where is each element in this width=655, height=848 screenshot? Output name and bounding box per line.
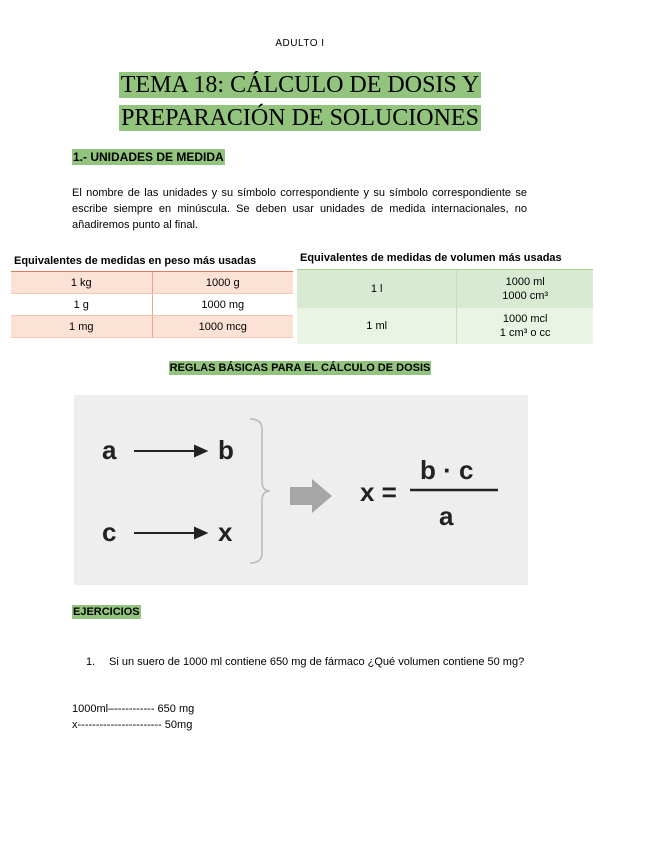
term-c: c: [102, 517, 117, 547]
calculation-line-2: x----------------------- 50mg: [72, 719, 193, 731]
right-arrow-icon: [290, 479, 332, 513]
table-row: [297, 308, 593, 344]
weight-equivalents-table: [11, 251, 293, 338]
volume-table-caption: Equivalentes de medidas de volumen más usadas: [297, 247, 593, 270]
units-paragraph: El nombre de las unidades y su símbolo correspondiente y su símbolo correspondiente se escribe siempre en minúscula. Se deben usar unidades de medida internacionales, no añadiremos punto al final.: [72, 187, 527, 231]
cell-line: 1000 cm³: [502, 290, 549, 302]
table-cell: [457, 270, 593, 309]
cell-line: 1000 ml: [505, 276, 545, 288]
cell-line: 1000 mcl: [502, 313, 548, 325]
brace-shape: [250, 419, 270, 563]
result-x-equals: x =: [360, 477, 397, 507]
table-cell: 1 l: [297, 270, 457, 309]
exercise-question-1: [86, 654, 531, 670]
table-cell: 1000 mg: [152, 294, 293, 316]
arrow-head-bottom: [195, 528, 206, 538]
formula-denominator: a: [439, 501, 454, 531]
rule-of-three-svg: [74, 395, 528, 585]
table-row: [11, 316, 293, 338]
page-header: ADULTO I: [275, 38, 325, 49]
table-row: [297, 270, 593, 309]
table-row: [11, 294, 293, 316]
section-heading-units: 1.- UNIDADES DE MEDIDA: [73, 150, 224, 164]
page-title-line-1: TEMA 18: CÁLCULO DE DOSIS Y: [120, 72, 480, 98]
page-title-line-2: PREPARACIÓN DE SOLUCIONES: [121, 105, 479, 131]
calculation-line-1: 1000ml–----------- 650 mg: [72, 703, 195, 715]
cell-line: 1 cm³ o cc: [499, 327, 551, 339]
term-b: b: [218, 435, 234, 465]
table-cell: 1000 g: [152, 272, 293, 294]
table-cell: 1 ml: [297, 308, 457, 344]
section-heading-exercises: EJERCICIOS: [73, 606, 140, 618]
question-text: Si un suero de 1000 ml contiene 650 mg de fármaco ¿Qué volumen contiene 50 mg?: [109, 656, 525, 668]
formula-numerator: b · c: [420, 455, 474, 485]
volume-equivalents-table: [297, 247, 593, 344]
term-a: a: [102, 435, 117, 465]
rule-of-three-diagram: [74, 395, 528, 585]
section-heading-rules: REGLAS BÁSICAS PARA EL CÁLCULO DE DOSIS: [169, 362, 431, 374]
weight-table-caption: Equivalentes de medidas en peso más usadas: [11, 251, 293, 272]
arrow-head-top: [195, 446, 206, 456]
table-cell: 1000 mcg: [152, 316, 293, 338]
question-number: 1.: [86, 656, 96, 668]
table-row: [11, 272, 293, 294]
table-cell: 1 kg: [11, 272, 152, 294]
table-cell: 1 mg: [11, 316, 152, 338]
table-cell: 1 g: [11, 294, 152, 316]
term-x: x: [218, 517, 233, 547]
table-cell: [457, 308, 593, 344]
